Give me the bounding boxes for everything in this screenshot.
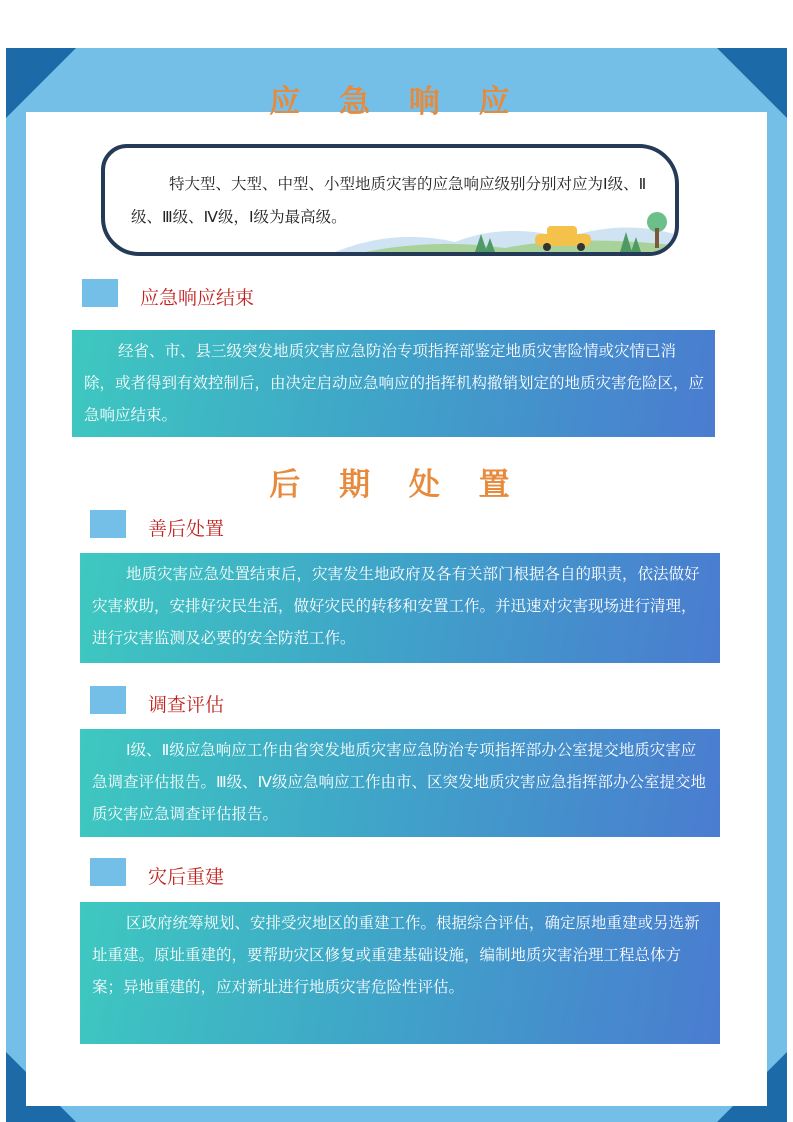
section-body-response-end: 经省、市、县三级突发地质灾害应急防治专项指挥部鉴定地质灾害险情或灾情已消除，或者得到有效控制后，由决定启动应急响应的指挥机构撤销划定的地质灾害危险区，应急响应结束。 <box>72 330 715 437</box>
intro-box <box>101 144 679 256</box>
section-body-aftermath: 地质灾害应急处置结束后，灾害发生地政府及各有关部门根据各自的职责，依法做好灾害救助，安排好灾民生活，做好灾民的转移和安置工作。并迅速对灾害现场进行清理，进行灾害监测及必要的安全防范工作。 <box>80 553 720 663</box>
landscape-illustration <box>335 208 679 252</box>
section-marker <box>90 686 126 714</box>
section-body-reconstruction: 区政府统筹规划、安排受灾地区的重建工作。根据综合评估，确定原地重建或另选新址重建。原址重建的，要帮助灾区修复或重建基础设施，编制地质灾害治理工程总体方案；异地重建的，应对新址进行地质灾害危险性评估。 <box>80 902 720 1044</box>
section-title-response-end: 应急响应结束 <box>140 287 255 309</box>
section-title-investigation: 调查评估 <box>148 694 225 716</box>
section-marker <box>90 510 126 538</box>
section-title-aftermath: 善后处置 <box>148 518 225 540</box>
intro-text: 特大型、大型、中型、小型地质灾害的应急响应级别分别对应为Ⅰ级、Ⅱ级、Ⅲ级、Ⅳ级，Ⅰ级为最高级。 <box>131 175 647 226</box>
section-body-investigation: Ⅰ级、Ⅱ级应急响应工作由省突发地质灾害应急防治专项指挥部办公室提交地质灾害应急调查评估报告。Ⅲ级、Ⅳ级应急响应工作由市、区突发地质灾害应急指挥部办公室提交地质灾害应急调查评估报告。 <box>80 729 720 837</box>
section-title-reconstruction: 灾后重建 <box>148 866 225 888</box>
section-marker <box>82 279 118 307</box>
heading-post-disposal: 后 期 处 置 <box>269 467 524 503</box>
heading-emergency-response: 应 急 响 应 <box>269 84 524 120</box>
section-marker <box>90 858 126 886</box>
